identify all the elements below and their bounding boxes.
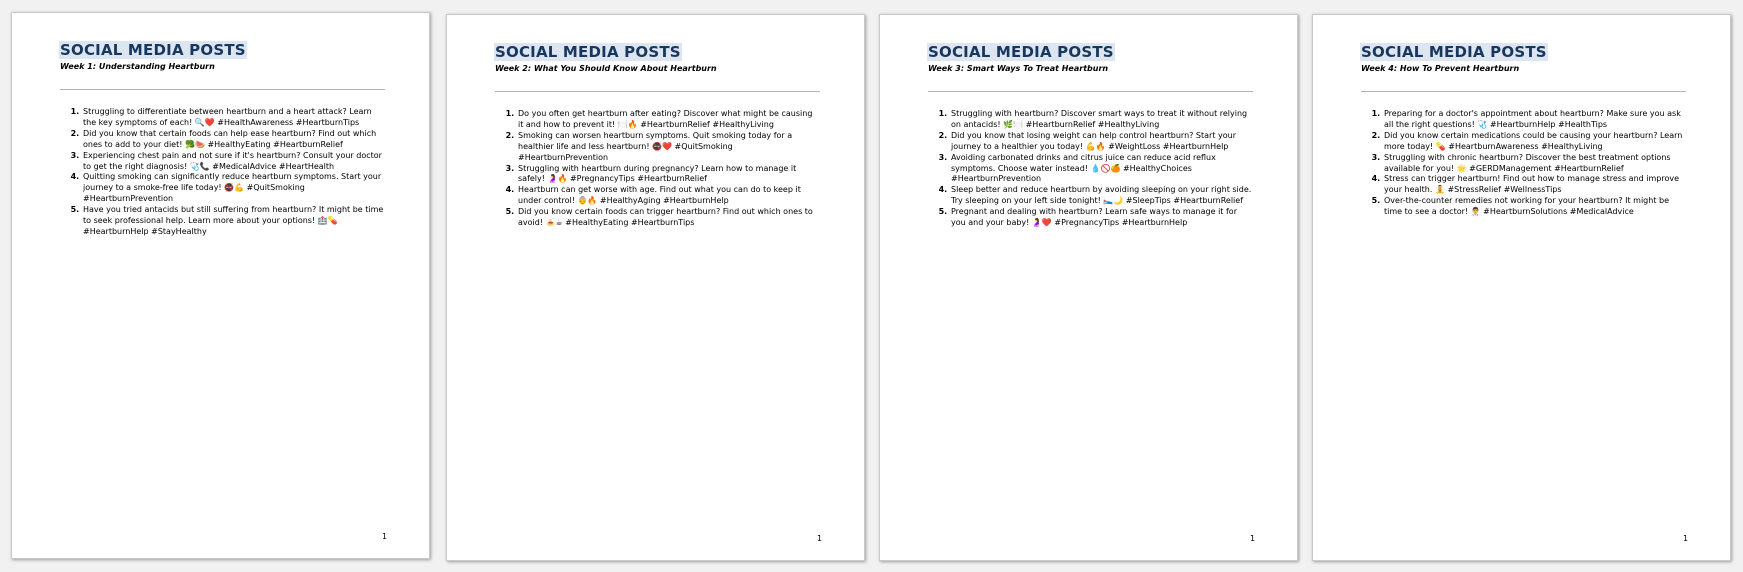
horizontal-divider xyxy=(60,89,385,90)
list-item: 3. Struggling with chronic heartburn? Discover the best treatment options available for you! 🌟 #GERDManagement #HeartburnRelief xyxy=(1383,153,1686,175)
posts-list xyxy=(60,107,385,238)
page-title: SOCIAL MEDIA POSTS xyxy=(60,41,246,59)
list-item: 2. Did you know certain medications could be causing your heartburn? Learn more today! 💊 #HeartburnAwareness #HealthyLiving xyxy=(1383,131,1686,153)
list-item: 5. Have you tried antacids but still suffering from heartburn? It might be time to seek professional help. Learn more about your options! 🏥💊 #HeartburnHelp #StayHealthy xyxy=(82,205,385,238)
list-item: 4. Stress can trigger heartburn! Find out how to manage stress and improve your health. 🧘 #StressRelief #WellnessTips xyxy=(1383,174,1686,196)
list-item: 3. Experiencing chest pain and not sure if it's heartburn? Consult your doctor to get the right diagnosis! 🩺📞 #MedicalAdvice #HeartHealth xyxy=(82,151,385,173)
list-item: 5. Did you know certain foods can trigger heartburn? Find out which ones to avoid! 🍝☕ #HealthyEating #HeartburnTips xyxy=(517,207,820,229)
list-item: 2. Smoking can worsen heartburn symptoms. Quit smoking today for a healthier life and less heartburn! 🚭❤️ #QuitSmoking #HeartburnPrevention xyxy=(517,131,820,164)
list-item: 1. Struggling with heartburn? Discover smart ways to treat it without relying on antacids! 🌿🍽️ #HeartburnRelief #HealthyLiving xyxy=(950,109,1253,131)
document-page-week-2 xyxy=(446,14,865,561)
list-item: 3. Avoiding carbonated drinks and citrus juice can reduce acid reflux symptoms. Choose water instead! 💧🚫🍊 #HealthyChoices #HeartburnPrevention xyxy=(950,153,1253,186)
posts-list xyxy=(928,109,1253,229)
posts-list xyxy=(495,109,820,229)
horizontal-divider xyxy=(1361,91,1686,92)
page-title: SOCIAL MEDIA POSTS xyxy=(1361,43,1547,61)
page-number: 1 xyxy=(817,534,823,543)
list-item: 5. Pregnant and dealing with heartburn? Learn safe ways to manage it for you and your baby! 🤰❤️ #PregnancyTips #HeartburnHelp xyxy=(950,207,1253,229)
document-page-week-3 xyxy=(879,14,1298,561)
page-subtitle: Week 2: What You Should Know About Heartburn xyxy=(495,64,717,73)
page-number: 1 xyxy=(1683,534,1689,543)
list-item: 1. Do you often get heartburn after eating? Discover what might be causing it and how to prevent it! 🍽️🔥 #HeartburnRelief #HealthyLiving xyxy=(517,109,820,131)
page-subtitle: Week 4: How To Prevent Heartburn xyxy=(1361,64,1520,73)
list-item: 3. Struggling with heartburn during pregnancy? Learn how to manage it safely! 🤰🔥 #PregnancyTips #HeartburnRelief xyxy=(517,164,820,186)
page-title: SOCIAL MEDIA POSTS xyxy=(495,43,681,61)
page-title: SOCIAL MEDIA POSTS xyxy=(928,43,1114,61)
document-page-week-1 xyxy=(11,12,430,559)
list-item: 2. Did you know that losing weight can help control heartburn? Start your journey to a healthier you today! 💪🔥 #WeightLoss #HeartburnHelp xyxy=(950,131,1253,153)
list-item: 4. Heartburn can get worse with age. Find out what you can do to keep it under control! 👵🔥 #HealthyAging #HeartburnHelp xyxy=(517,185,820,207)
list-item: 5. Over-the-counter remedies not working for your heartburn? It might be time to see a doctor! 👨‍⚕️ #HeartburnSolutions #MedicalAdvice xyxy=(1383,196,1686,218)
horizontal-divider xyxy=(495,91,820,92)
list-item: 1. Preparing for a doctor's appointment about heartburn? Make sure you ask all the right questions! 🩺 #HeartburnHelp #HealthTips xyxy=(1383,109,1686,131)
list-item: 1. Struggling to differentiate between heartburn and a heart attack? Learn the key symptoms of each! 🔍❤️ #HealthAwareness #HeartburnTips xyxy=(82,107,385,129)
list-item: 4. Quitting smoking can significantly reduce heartburn symptoms. Start your journey to a smoke-free life today! 🚭💪 #QuitSmoking #HeartburnPrevention xyxy=(82,172,385,205)
list-item: 2. Did you know that certain foods can help ease heartburn? Find out which ones to add to your diet! 🥦🍉 #HealthyEating #HeartburnRelief xyxy=(82,129,385,151)
page-subtitle: Week 3: Smart Ways To Treat Heartburn xyxy=(928,64,1109,73)
list-item: 4. Sleep better and reduce heartburn by avoiding sleeping on your right side. Try sleeping on your left side tonight! 🛌🌙 #SleepTips #HeartburnRelief xyxy=(950,185,1253,207)
page-subtitle: Week 1: Understanding Heartburn xyxy=(60,62,215,71)
document-page-week-4 xyxy=(1312,14,1731,561)
posts-list xyxy=(1361,109,1686,218)
page-number: 1 xyxy=(1250,534,1256,543)
horizontal-divider xyxy=(928,91,1253,92)
page-number: 1 xyxy=(382,532,388,541)
